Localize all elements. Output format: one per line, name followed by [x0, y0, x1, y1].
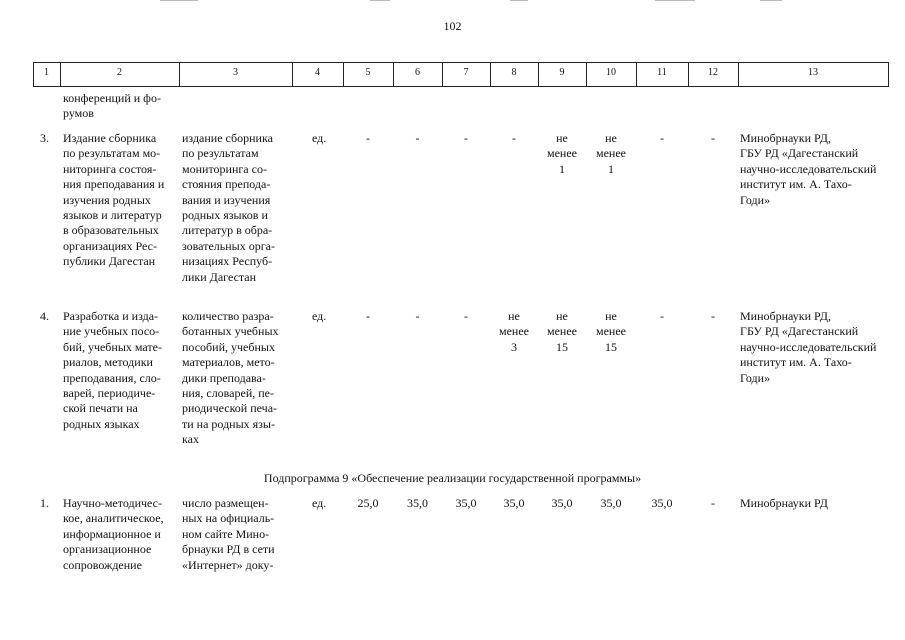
continuation-text: конференций и фо- румов	[63, 91, 161, 121]
header-cell: 6	[415, 67, 420, 78]
executor: Минобрнауки РД, ГБУ РД «Дагестанский научно-исследовательский институт им. А. Тахо- Годи»	[740, 131, 877, 207]
value-cell: -	[464, 309, 468, 323]
header-cell: 3	[233, 67, 238, 78]
indicator-name: издание сборника по результатам мониторинга со- стояния препода- вания и изучения родных языков и литератур в обра- зовательных орга- низациях Респуб- лики Дагестан	[182, 131, 275, 284]
value-cell: 35,0	[455, 496, 477, 510]
page-number: 102	[443, 19, 462, 33]
value-cell: -	[366, 131, 370, 145]
row-number: 4.	[40, 309, 49, 323]
value-cell: не менее 15	[547, 309, 577, 354]
value-cell: -	[415, 131, 420, 145]
header-cell: 5	[365, 67, 371, 78]
value-cell: 35,0	[600, 496, 622, 510]
executor: Минобрнауки РД, ГБУ РД «Дагестанский научно-исследовательский институт им. А. Тахо- Годи»	[740, 309, 877, 385]
measure-name: Научно-методичес- кое, аналитическое, информационное и организационное сопровождение	[63, 496, 164, 572]
unit: ед.	[312, 131, 327, 145]
value-cell: -	[711, 496, 715, 510]
header-cell: 1	[44, 67, 49, 78]
value-cell: -	[660, 131, 664, 145]
unit: ед.	[312, 496, 327, 510]
value-cell: не менее 15	[596, 309, 626, 354]
indicator-name: число размещен- ных на официаль- ном сайте Мино- брнауки РД в сети «Интернет» доку-	[182, 496, 275, 572]
header-cell: 2	[117, 67, 122, 78]
subprogram-heading: Подпрограмма 9 «Обеспечение реализации государственной программы»	[263, 471, 642, 485]
indicator-name: количество разра- ботанных учебных пособий, учебных материалов, мето- дики преподава- ния, словарей, пе- риодической печа- ти на родных язы- ках	[182, 309, 279, 447]
measure-name: Разработка и изда- ние учебных посо- бий, учебных мате- риалов, методики преподавания, сло- варей, периодиче- ской печати на родных языках	[63, 309, 162, 431]
header-cell: 10	[606, 67, 616, 78]
header-cell: 13	[808, 67, 818, 78]
row-number: 1.	[40, 496, 49, 510]
value-cell: -	[711, 309, 715, 323]
measure-name: Издание сборника по результатам мо- ниторинга состоя- ния преподавания и изучения родных языков и литератур в образовательных организациях Рес- публики Дагестан	[63, 131, 165, 269]
row-number: 3.	[40, 131, 49, 145]
value-cell: не менее 3	[499, 309, 529, 354]
value-cell: -	[512, 131, 516, 145]
header-cell: 7	[463, 67, 469, 78]
value-cell: -	[711, 131, 715, 145]
header-cell: 9	[559, 67, 565, 78]
header-cell: 11	[657, 67, 667, 78]
value-cell: -	[464, 131, 468, 145]
value-cell: 35,0	[651, 496, 673, 510]
executor: Минобрнауки РД	[740, 496, 828, 510]
header-cell: 4	[315, 67, 320, 78]
value-cell: 35,0	[503, 496, 525, 510]
value-cell: не менее 1	[547, 131, 577, 176]
value-cell: 25,0	[357, 496, 379, 510]
unit: ед.	[312, 309, 327, 323]
header-cell: 8	[511, 67, 517, 78]
value-cell: 35,0	[551, 496, 573, 510]
header-cell: 12	[708, 67, 718, 78]
value-cell: 35,0	[407, 496, 428, 510]
value-cell: -	[660, 309, 664, 323]
value-cell: -	[415, 309, 420, 323]
value-cell: не менее 1	[596, 131, 626, 176]
value-cell: -	[366, 309, 370, 323]
